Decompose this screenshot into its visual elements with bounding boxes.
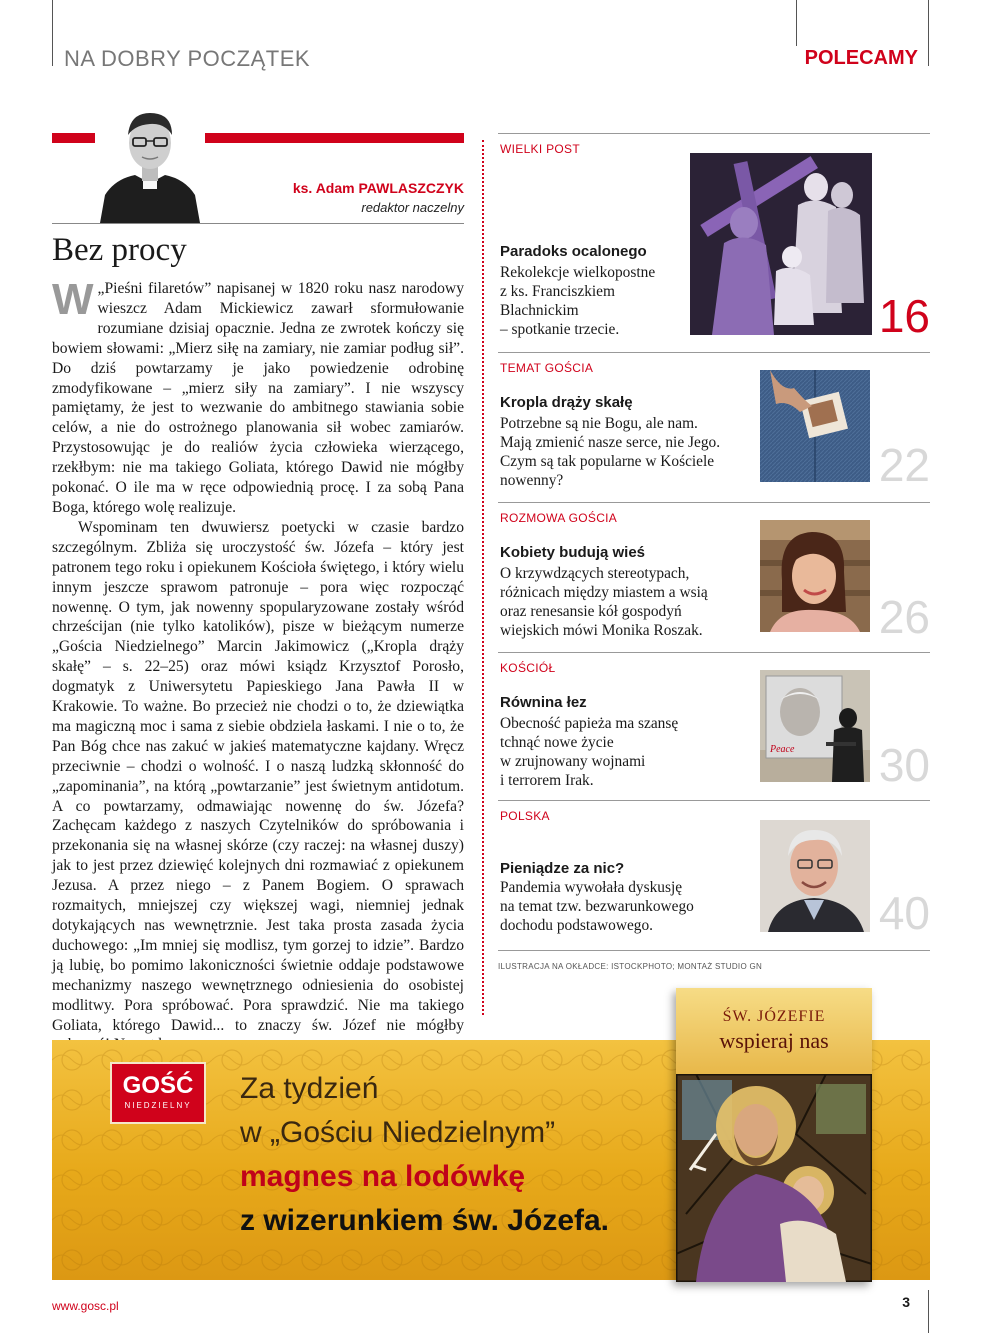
item-rule [498, 652, 930, 653]
item-category: POLSKA [500, 809, 550, 823]
item-desc-line: dochodu podstawowego. [500, 917, 654, 934]
man-portrait-image [760, 820, 870, 932]
item-rule [498, 502, 930, 503]
item-desc-line: oraz renesansie kół gospodyń [500, 603, 682, 620]
logo-sub: NIEDZIELNY [124, 1101, 192, 1110]
author-role: redaktor naczelny [361, 200, 464, 215]
gosc-logo [110, 1062, 206, 1124]
magnet-line-1: ŚW. JÓZEFIE [722, 1008, 826, 1025]
editorial-body [52, 275, 464, 1055]
item-desc-line: na temat tzw. bezwarunkowego [500, 898, 694, 915]
item-category: WIELKI POST [500, 142, 580, 156]
item-desc-line: nowenny? [500, 472, 564, 489]
item-desc-line: Rekolekcje wielkopostne [500, 264, 656, 281]
item-desc-line: Potrzebne są nie Bogu, ale nam. [500, 415, 698, 432]
recommended-item[interactable] [498, 133, 930, 345]
recommended-item[interactable] [498, 652, 930, 800]
section-title: NA DOBRY POCZĄTEK [64, 46, 311, 71]
item-desc-line: różnicach między miastem a wsią [500, 584, 708, 601]
drop-cap: W [52, 275, 94, 324]
item-rule [498, 133, 930, 134]
item-desc-line: i terrorem Irak. [500, 772, 594, 789]
editorial-title: Bez procy [52, 232, 187, 268]
item-title[interactable]: Równina łez [500, 694, 587, 711]
poster-caption: Peace [770, 744, 795, 755]
logo-main: GOŚĆ [122, 1072, 194, 1099]
item-description [500, 414, 720, 490]
header-divider-far-right [928, 0, 929, 66]
item-desc-line: Czym są tak popularne w Kościele [500, 453, 715, 470]
item-desc-line: Blachnickim [500, 302, 579, 319]
recommended-item[interactable] [498, 502, 930, 652]
item-title[interactable]: Paradoks ocalonego [500, 243, 647, 260]
cover-credit: ILUSTRACJA NA OKŁADCE: ISTOCKPHOTO; MONTAŻ STUDIO GN [498, 962, 763, 971]
item-page-number: 40 [878, 887, 930, 939]
items-bottom-rule [498, 950, 930, 951]
novena-prayer-image [760, 370, 870, 482]
item-category: KOŚCIÓŁ [500, 661, 556, 675]
column-divider-dotted [482, 140, 484, 1015]
page-number: 3 [902, 1294, 910, 1310]
magnet-line-2: wspieraj nas [719, 1028, 829, 1053]
item-rule [498, 352, 930, 353]
item-desc-line: – spotkanie trzecie. [500, 321, 620, 338]
website-url[interactable]: www.gosc.pl [52, 1299, 119, 1313]
item-title[interactable]: Pieniądze za nic? [500, 860, 625, 877]
item-category: TEMAT GOŚCIA [500, 361, 594, 375]
item-title[interactable]: Kropla drąży skałę [500, 394, 633, 411]
stations-of-cross-image [690, 153, 872, 335]
author-portrait [95, 105, 205, 223]
item-desc-line: z ks. Franciszkiem [500, 283, 615, 300]
item-page-number: 26 [878, 591, 930, 643]
item-page-number: 16 [878, 290, 930, 342]
banner-line-1: Za tydzień [240, 1072, 379, 1105]
recommended-item[interactable] [498, 352, 930, 502]
header-divider-right [796, 0, 797, 46]
editorial-paragraph-2: Wspominam ten dwuwiersz poetycki w czasie bardzo szczególnym. Zbliża się uroczystość św. Józefa – który jest patronem tego roku i opiekunem Kościoła świętego, i który wielu innym jeszcze sprawom patronuje – pora więc rozpocząć nowennę. O tym, jak nowenny spopularyzowane zostały wśród chrześcijan (nie tylko katolików), pisze w bieżącym numerze „Gościa Niedzielnego” Marcin Jakimowicz („Kropla drąży skałę” – s. 22–25) oraz mówi ksiądz Krzysztof Porosło, dogmatyk z Uniwersytetu Papieskiego Jana Pawła II w Krakowie. To ważne. Bo przecież nie chodzi o to, że dziewiątka ma magiczną moc i sama z siebie obdziela łaskami. I nie o to, że Pan Bóg chce nas zakuć w jakieś matematyczne kajdany. Wręcz przeciwnie – chodzi o wolność. I o naszą ludzką skłonność do „zapominania”, na którą „powtarzanie” jest świetnym antidotum. A co powtarzamy, odmawiając nowennę do św. Józefa? Zachęcam każdego z naszych Czytelników do spróbowania i przekonania się na własnej skórze (czy raczej: na własnej duszy) jak to jest przez dziewięć kolejnych dni rozmawiać z opiekunem Jezusa. A przez niego – z Panem Bogiem. O sprawach rozmaitych, mniejszej czy większej wagi, niemniej jednak dotykających nas wewnętrznie. Jest taka prosta zasada życia duchowego: „Im mniej się modlisz, tym gorzej to idzie”. Bardzo ją lubię, bo pomimo lakoniczności świetnie oddaje podstawowe mechanizmy naszego wewnętrznego odniesienia do osobistej modlitwy. Pora spróbować. Pora sprawdzić. Nie ma takiego Goliata, którego Dawid... to znaczy św. Józef nie mógłby [52, 518, 464, 1034]
item-desc-line: Obecność papieża ma szansę [500, 715, 679, 732]
item-desc-line: w zrujnowany wojnami [500, 753, 646, 770]
recommended-label: POLECAMY [804, 47, 918, 69]
item-category: ROZMOWA GOŚCIA [500, 511, 618, 525]
item-description [500, 263, 655, 339]
st-joseph-stained-glass [676, 1074, 872, 1282]
item-description [500, 878, 694, 935]
item-page-number: 30 [878, 739, 930, 791]
item-desc-line: Pandemia wywołała dyskusję [500, 879, 683, 896]
footer-divider [928, 1290, 929, 1333]
magnet-header [676, 988, 872, 1074]
pope-iraq-image [760, 670, 870, 782]
item-rule [498, 800, 930, 801]
header-divider-left [52, 0, 53, 66]
item-desc-line: tchnąć nowe życie [500, 734, 614, 751]
item-page-number: 22 [878, 439, 930, 491]
item-description [500, 714, 678, 790]
item-title[interactable]: Kobiety budują wieś [500, 544, 646, 561]
magnet-preview [676, 988, 872, 1282]
author-name: ks. Adam PAWLASZCZYK [292, 180, 464, 196]
banner-line-2: w „Gościu Niedzielnym” [240, 1116, 556, 1149]
banner-line-4: z wizerunkiem św. Józefa. [240, 1204, 610, 1237]
item-desc-line: Mają zmienić nasze serce, nie Jego. [500, 434, 721, 451]
recommended-item[interactable] [498, 800, 930, 950]
editorial-rule [52, 223, 464, 224]
item-description [500, 564, 708, 640]
banner-line-3: magnes na lodówkę [240, 1160, 526, 1193]
item-desc-line: O krzywdzących stereotypach, [500, 565, 690, 582]
editorial-paragraph-1: „Pieśni filaretów” napisanej w 1820 roku nasz narodowy wieszcz Adam Mickiewicz zawarł sformułowanie rozumiane dzisiaj opacznie. Jedna ze zwrotek kończy się bowiem słowami: „Mierz siłę na zamiary, nie zamiar podług sił”. Do dziś powtarzamy je jako powiedzenie odrobinę zmodyfikowane – „mierz siły na zamiary”. I nie wszyscy pamiętamy, że jest to wezwanie do ambitnego stawiania sobie celów, a nie do ostrożnego planowania sił wobec zamiarów. Przystosowując je do realiów życia człowieka wierzącego, rzekłbym: nie ma takiego Goliata, którego Dawid nie mógłby pokonać. O ile ma w ręce odpowiednią procę. I za sobą Pana Boga, którego wolę realizuje. [52, 280, 464, 516]
item-desc-line: wiejskich mówi Monika Roszak. [500, 622, 703, 639]
guest-portrait-image [760, 520, 870, 632]
